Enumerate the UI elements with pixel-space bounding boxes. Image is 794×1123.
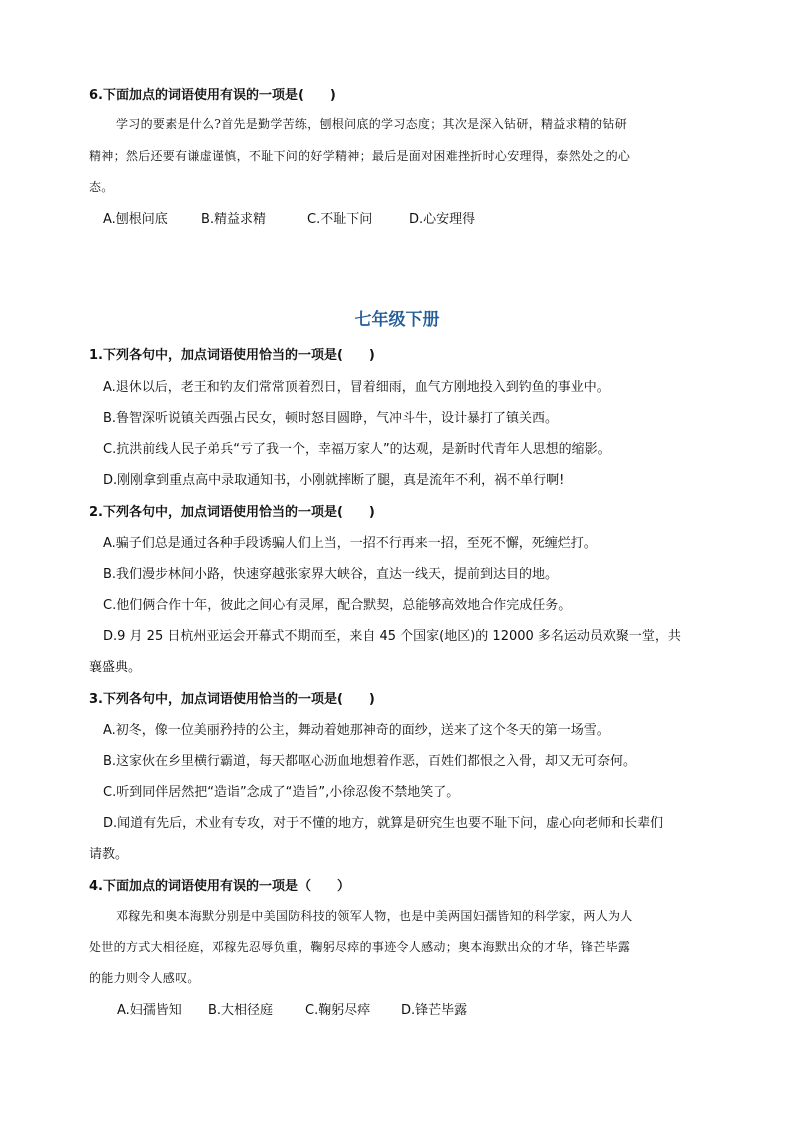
- q4-option-b: B.大相径庭: [208, 1003, 274, 1018]
- question-2-option-b: B.我们漫步林间小路，快速穿越张家界大峡谷，直达一线天，提前到达目的地。: [103, 567, 559, 582]
- question-4-passage-line-3: 的能力则令人感叹。: [89, 971, 200, 985]
- question-2-option-a: A.骗子们总是通过各种手段诱骗人们上当，一招不行再来一招，至死不懈，死缠烂打。: [103, 536, 597, 551]
- section-title: 七年级下册: [354, 310, 440, 330]
- q4-option-d: D.锋芒毕露: [401, 1003, 468, 1018]
- question-4-passage-line-2: 处世的方式大相径庭，邓稼先忍辱负重，鞠躬尽瘁的事迹令人感动；奥本海默出众的才华，锋芒毕露: [89, 940, 631, 954]
- question-1-title: 1.下列各句中，加点词语使用恰当的一项是( ): [89, 348, 375, 363]
- q4-option-a: A.妇孺皆知: [117, 1003, 182, 1018]
- question-1-option-d: D.刚刚拿到重点高中录取通知书，小刚就摔断了腿，真是流年不利，祸不单行啊!: [103, 473, 565, 488]
- question-4-passage-line-1: 邓稼先和奥本海默分别是中美国防科技的领军人物，也是中美两国妇孺皆知的科学家，两人为人: [116, 909, 633, 923]
- question-2-option-d-line-1: D.9 月 25 日杭州亚运会开幕式不期而至，来自 45 个国家(地区)的 12000 多名运动员欢聚一堂，共: [103, 629, 681, 644]
- question-2-option-c: C.他们俩合作十年，彼此之间心有灵犀，配合默契，总能够高效地合作完成任务。: [103, 598, 572, 613]
- question-2-title: 2.下列各句中，加点词语使用恰当的一项是( ): [89, 505, 375, 520]
- question-3-title: 3.下列各句中，加点词语使用恰当的一项是( ): [89, 692, 375, 707]
- question-6-title: 6.下面加点的词语使用有误的一项是( ): [89, 88, 336, 103]
- question-6-passage-line-1: 学习的要素是什么?首先是勤学苦练，刨根问底的学习态度；其次是深入钻研，精益求精的钻研: [116, 117, 628, 131]
- question-6-passage-line-3: 态。: [89, 180, 114, 194]
- q6-option-d: D.心安理得: [409, 212, 476, 227]
- question-3-option-a: A.初冬，像一位美丽矜持的公主，舞动着她那神奇的面纱，送来了这个冬天的第一场雪。: [103, 723, 610, 738]
- q6-option-b: B.精益求精: [201, 212, 267, 227]
- question-3-option-b: B.这家伙在乡里横行霸道，每天都呕心沥血地想着作恶，百姓们都恨之入骨，却又无可奈何。: [103, 754, 637, 769]
- question-3-option-d-line-1: D.闻道有先后，术业有专攻，对于不懂的地方，就算是研究生也要不耻下问，虚心向老师和长辈们: [103, 816, 664, 831]
- q4-option-c: C.鞠躬尽瘁: [305, 1003, 371, 1018]
- question-1-option-c: C.抗洪前线人民子弟兵“亏了我一个，幸福万家人”的达观，是新时代青年人思想的缩影。: [103, 442, 611, 457]
- question-1-option-a: A.退休以后，老王和钓友们常常顶着烈日，冒着细雨，血气方刚地投入到钓鱼的事业中。: [103, 380, 610, 395]
- question-4-title: 4.下面加点的词语使用有误的一项是（ ）: [89, 879, 350, 894]
- question-2-option-d-line-2: 襄盛典。: [89, 660, 142, 675]
- question-1-option-b: B.鲁智深听说镇关西强占民女，顿时怒目圆睁，气冲斗牛，设计暴打了镇关西。: [103, 411, 559, 426]
- q6-option-a: A.刨根问底: [103, 212, 168, 227]
- question-4-options: [117, 999, 467, 1018]
- question-6-passage-line-2: 精神；然后还要有谦虚谨慎，不耻下问的好学精神；最后是面对困难挫折时心安理得，泰然处之的心: [89, 149, 631, 163]
- question-3-option-d-line-2: 请教。: [89, 847, 129, 862]
- question-6-options: [103, 208, 475, 227]
- question-3-option-c: C.听到同伴居然把“造诣”念成了“造旨”,小徐忍俊不禁地笑了。: [103, 785, 460, 800]
- q6-option-c: C.不耻下问: [307, 212, 373, 227]
